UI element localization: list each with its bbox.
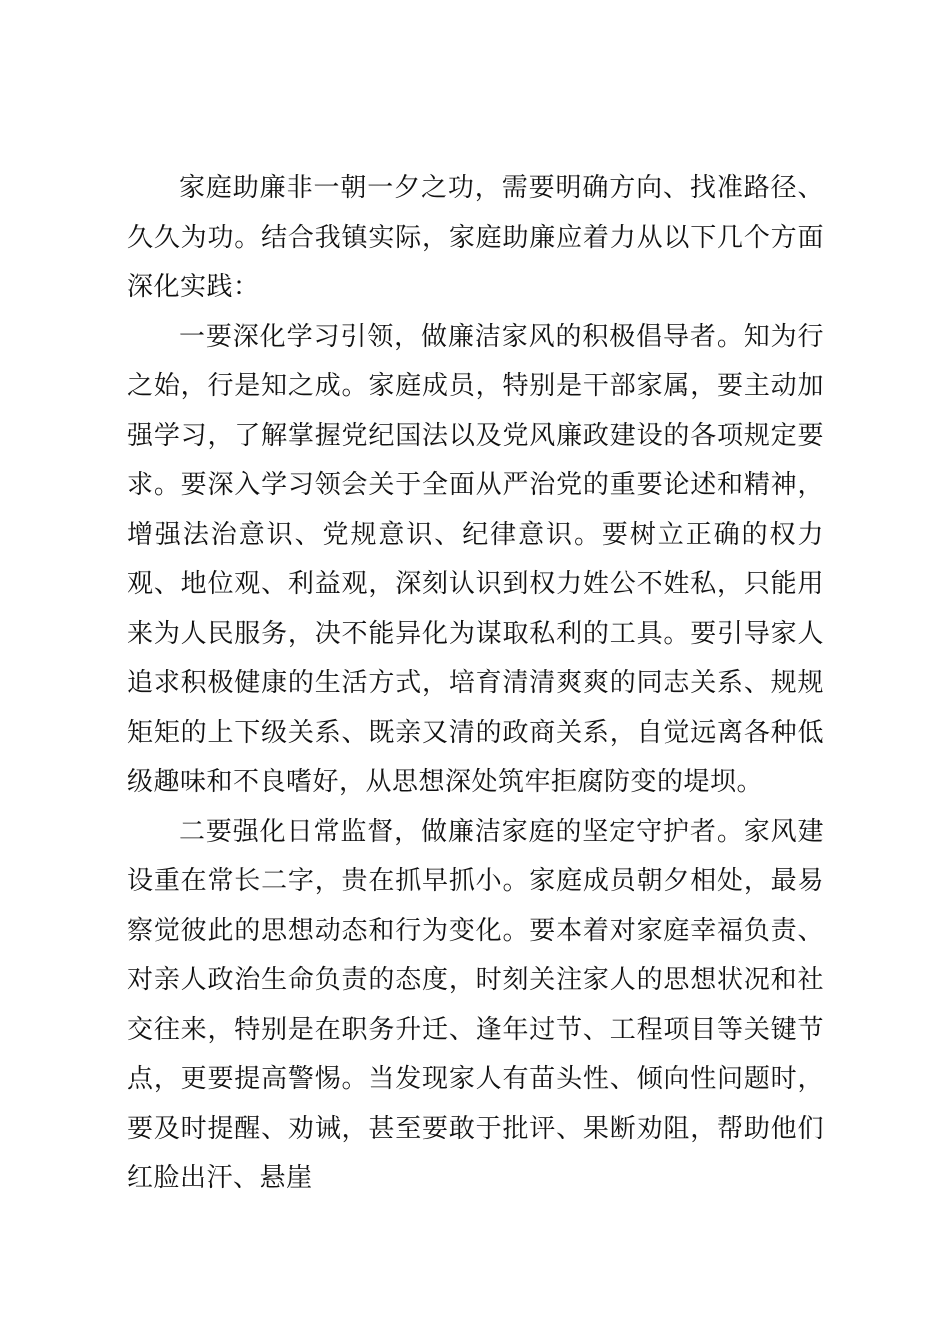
paragraph-supervision: 二要强化日常监督，做廉洁家庭的坚定守护者。家风建设重在常长二字，贵在抓早抓小。家庭成员朝夕相处，最易察觉彼此的思想动态和行为变化。要本着对家庭幸福负责、对亲人政治生命负责的态度，时刻关注家人的思想状况和社交往来，特别是在职务升迁、逢年过节、工程项目等关键节点，更要提高警惕。当发现家人有苗头性、倾向性问题时，要及时提醒、劝诫，甚至要敢于批评、果断劝阻，帮助他们红脸出汗、悬崖 — [127, 816, 824, 1193]
document-body — [127, 164, 824, 1204]
paragraph-learning: 一要深化学习引领，做廉洁家风的积极倡导者。知为行之始，行是知之成。家庭成员，特别是干部家属，要主动加强学习，了解掌握党纪国法以及党风廉政建设的各项规定要求。要深入学习领会关于全面从严治党的重要论述和精神，增强法治意识、党规意识、纪律意识。要树立正确的权力观、地位观、利益观，深刻认识到权力姓公不姓私，只能用来为人民服务，决不能异化为谋取私利的工具。要引导家人追求积极健康的生活方式，培育清清爽爽的同志关系、规规矩矩的上下级关系、既亲又清的政商关系，自觉远离各种低级趣味和不良嗜好，从思想深处筑牢拒腐防变的堤坝。 — [127, 321, 824, 797]
paragraph-intro: 家庭助廉非一朝一夕之功，需要明确方向、找准路径、久久为功。结合我镇实际，家庭助廉应着力从以下几个方面深化实践： — [127, 173, 824, 302]
